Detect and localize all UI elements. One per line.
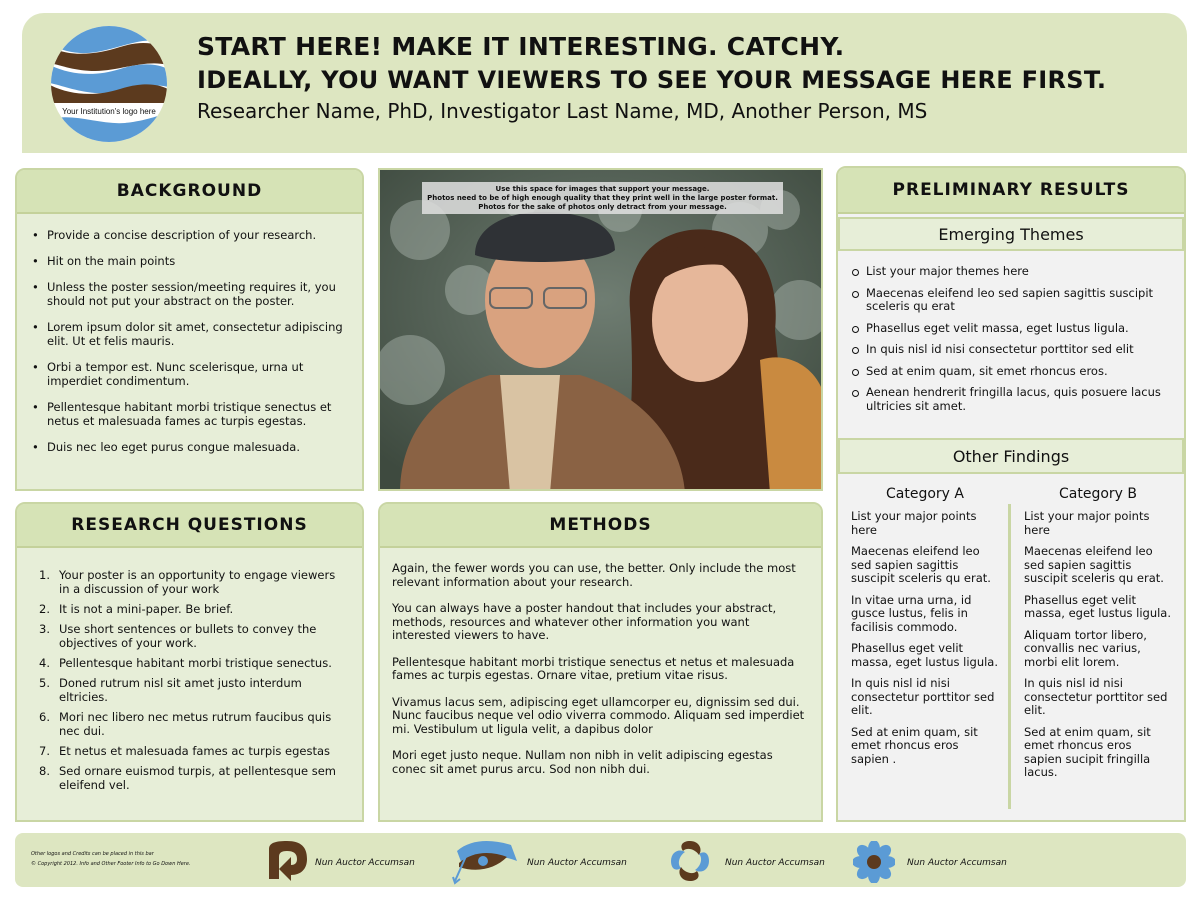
caption-line: Photos for the sake of photos only detract from your message. bbox=[478, 203, 727, 211]
photo-caption bbox=[422, 182, 783, 214]
methods-paragraph: Mori eget justo neque. Nullam non nibh in velit adipiscing egestas conec sit amet purus arcu. Sod non nibh dui. bbox=[392, 748, 773, 776]
item-number: 2. bbox=[39, 602, 50, 616]
other-findings-heading: Other Findings bbox=[838, 438, 1184, 474]
list-item bbox=[19, 744, 349, 758]
list-item: List your major themes here bbox=[840, 265, 1170, 279]
category-a-item: In quis nisl id nisi consectetur porttitor sed elit. bbox=[851, 676, 995, 717]
list-item: In quis nisl id nisi consectetur porttitor sed elit bbox=[840, 343, 1170, 357]
list-item: Phasellus eget velit massa, eget lustus ligula. bbox=[840, 322, 1170, 336]
poster-header bbox=[22, 13, 1187, 153]
category-b-item: In quis nisl id nisi consectetur porttitor sed elit. bbox=[1024, 676, 1168, 717]
category-a-item: In vitae urna urna, id gusce lustus, felis in facilisis commodo. bbox=[851, 592, 972, 634]
logo-text: Your Institution's logo here bbox=[62, 107, 156, 116]
list-item: • Pellentesque habitant morbi tristique senectus et netus et malesuada fames ac turpis egestas. bbox=[21, 400, 351, 428]
emerging-themes-heading: Emerging Themes bbox=[838, 217, 1184, 251]
item-text: Your poster is an opportunity to engage viewers in a discussion of your work bbox=[59, 568, 336, 596]
category-b-item: Phasellus eget velit massa, eget lustus ligula. bbox=[1024, 592, 1172, 620]
institution-logo-icon bbox=[50, 25, 168, 143]
other-findings-body bbox=[838, 476, 1184, 820]
category-a-item: Maecenas eleifend leo sed sapien sagittis suscipit sceleris qu erat. bbox=[851, 544, 991, 585]
poster-authors: Researcher Name, PhD, Investigator Last Name, MD, Another Person, MS bbox=[197, 99, 928, 123]
category-b-item: Maecenas eleifend leo sed sapien sagittis suscipit sceleris qu erat. bbox=[1024, 544, 1164, 585]
background-panel bbox=[15, 168, 364, 491]
background-list bbox=[21, 228, 351, 466]
list-item bbox=[19, 676, 349, 704]
list-item bbox=[19, 602, 349, 616]
list-item: Sed at enim quam, sit emet rhoncus eros. bbox=[840, 365, 1170, 379]
item-number: 7. bbox=[39, 744, 50, 758]
category-a-item: Sed at enim quam, sit emet rhoncus eros sapien . bbox=[851, 724, 978, 766]
caption-line: Use this space for images that support your message. bbox=[495, 185, 710, 193]
sponsor-label: Nun Auctor Accumsan bbox=[725, 858, 825, 868]
methods-paragraph: Again, the fewer words you can use, the better. Only include the most relevant information about your research. bbox=[392, 561, 796, 589]
sponsor-label: Nun Auctor Accumsan bbox=[907, 858, 1007, 868]
item-text: Use short sentences or bullets to convey the objectives of your work. bbox=[59, 622, 317, 650]
emerging-themes-list bbox=[840, 265, 1170, 421]
category-b-item: Aliquam tortor libero, convallis nec varius, morbi elit lorem. bbox=[1024, 627, 1147, 669]
footer-note: Other logos and Credits can be placed in this bar bbox=[31, 851, 154, 857]
methods-heading: METHODS bbox=[380, 504, 821, 548]
poster-footer bbox=[15, 833, 1186, 887]
sponsor-logo-3-icon bbox=[665, 837, 715, 885]
background-heading: BACKGROUND bbox=[17, 170, 362, 214]
poster-title-line1: START HERE! MAKE IT INTERESTING. CATCHY. bbox=[197, 32, 845, 61]
item-number: 5. bbox=[39, 676, 50, 690]
list-item: • Unless the poster session/meeting requires it, you should not put your abstract on the poster. bbox=[21, 280, 351, 308]
item-number: 8. bbox=[39, 764, 50, 778]
preliminary-results-heading: PRELIMINARY RESULTS bbox=[838, 168, 1184, 214]
category-a-item: Phasellus eget velit massa, eget lustus ligula. bbox=[851, 641, 999, 669]
category-divider bbox=[1008, 504, 1011, 809]
sponsor-label: Nun Auctor Accumsan bbox=[315, 858, 415, 868]
category-b-item: List your major points here bbox=[1024, 509, 1150, 537]
item-text: Pellentesque habitant morbi tristique senectus. bbox=[59, 656, 332, 670]
institution-logo bbox=[50, 25, 168, 143]
list-item: • Lorem ipsum dolor sit amet, consectetur adipiscing elit. Ut et felis mauris. bbox=[21, 320, 351, 348]
list-item: Aenean hendrerit fringilla lacus, quis posuere lacus ultricies sit amet. bbox=[840, 386, 1170, 413]
list-item: Maecenas eleifend leo sed sapien sagittis suscipit sceleris qu erat bbox=[840, 287, 1170, 314]
list-item: • Provide a concise description of your research. bbox=[21, 228, 351, 242]
photo-panel bbox=[378, 168, 823, 491]
list-item: • Hit on the main points bbox=[21, 254, 351, 268]
research-questions-heading: RESEARCH QUESTIONS bbox=[17, 504, 362, 548]
item-number: 1. bbox=[39, 568, 50, 582]
category-b-item: Sed at enim quam, sit emet rhoncus eros sapien sucipit fringilla lacus. bbox=[1024, 724, 1151, 779]
item-number: 4. bbox=[39, 656, 50, 670]
people-photo bbox=[380, 170, 823, 491]
caption-line: Photos need to be of high enough quality that they print well in the large poster format. bbox=[427, 194, 778, 202]
list-item bbox=[19, 656, 349, 670]
sponsor-logo-2-icon bbox=[451, 837, 523, 885]
item-text: Doned rutrum nisl sit amet justo interdum eltricies. bbox=[59, 676, 302, 704]
item-text: It is not a mini-paper. Be brief. bbox=[59, 602, 234, 616]
item-number: 3. bbox=[39, 622, 50, 636]
poster-title-line2: IDEALLY, YOU WANT VIEWERS TO SEE YOUR MESSAGE HERE FIRST. bbox=[197, 66, 1107, 94]
item-number: 6. bbox=[39, 710, 50, 724]
category-a-item: List your major points here bbox=[851, 509, 977, 537]
footer-copyright: © Copyright 2012. Info and Other Footer Info to Go Down Here. bbox=[31, 861, 191, 867]
item-text: Et netus et malesuada fames ac turpis egestas bbox=[59, 744, 331, 758]
preliminary-results-panel bbox=[836, 166, 1186, 822]
list-item bbox=[19, 568, 349, 596]
sponsor-logo-4-icon bbox=[853, 841, 895, 883]
methods-paragraph: Pellentesque habitant morbi tristique senectus et netus et malesuada fames ac turpis egestas. Ornare vitae, pretium vitae risus. bbox=[392, 654, 795, 682]
methods-paragraph: Vivamus lacus sem, adipiscing eget ullamcorper eu, dignissim sed dui. Nunc faucibus neque vel odio viverra commodo. Aliquam sed imperdiet mi. Vestibulum ut ligula velit, a dapibus dolor bbox=[392, 694, 805, 736]
list-item bbox=[19, 622, 349, 650]
category-a-heading: Category A bbox=[886, 486, 964, 502]
list-item bbox=[19, 710, 349, 738]
category-b-column bbox=[1024, 486, 1172, 788]
category-a-column bbox=[851, 486, 999, 774]
item-text: Mori nec libero nec metus rutrum faucibus quis nec dui. bbox=[59, 710, 332, 738]
item-text: Sed ornare euismod turpis, at pellentesque sem eleifend vel. bbox=[59, 764, 337, 792]
research-questions-list bbox=[19, 568, 349, 798]
list-item: • Orbi a tempor est. Nunc scelerisque, urna ut imperdiet condimentum. bbox=[21, 360, 351, 388]
list-item: • Duis nec leo eget purus congue malesuada. bbox=[21, 440, 351, 454]
list-item bbox=[19, 764, 349, 792]
sponsor-label: Nun Auctor Accumsan bbox=[527, 858, 627, 868]
sponsor-logo-1-icon bbox=[265, 839, 311, 883]
methods-text bbox=[392, 562, 810, 789]
methods-panel bbox=[378, 502, 823, 822]
research-questions-panel bbox=[15, 502, 364, 822]
methods-paragraph: You can always have a poster handout that includes your abstract, methods, resources and whatever other information you want interested viewers to have. bbox=[392, 601, 777, 642]
category-b-heading: Category B bbox=[1058, 486, 1137, 502]
